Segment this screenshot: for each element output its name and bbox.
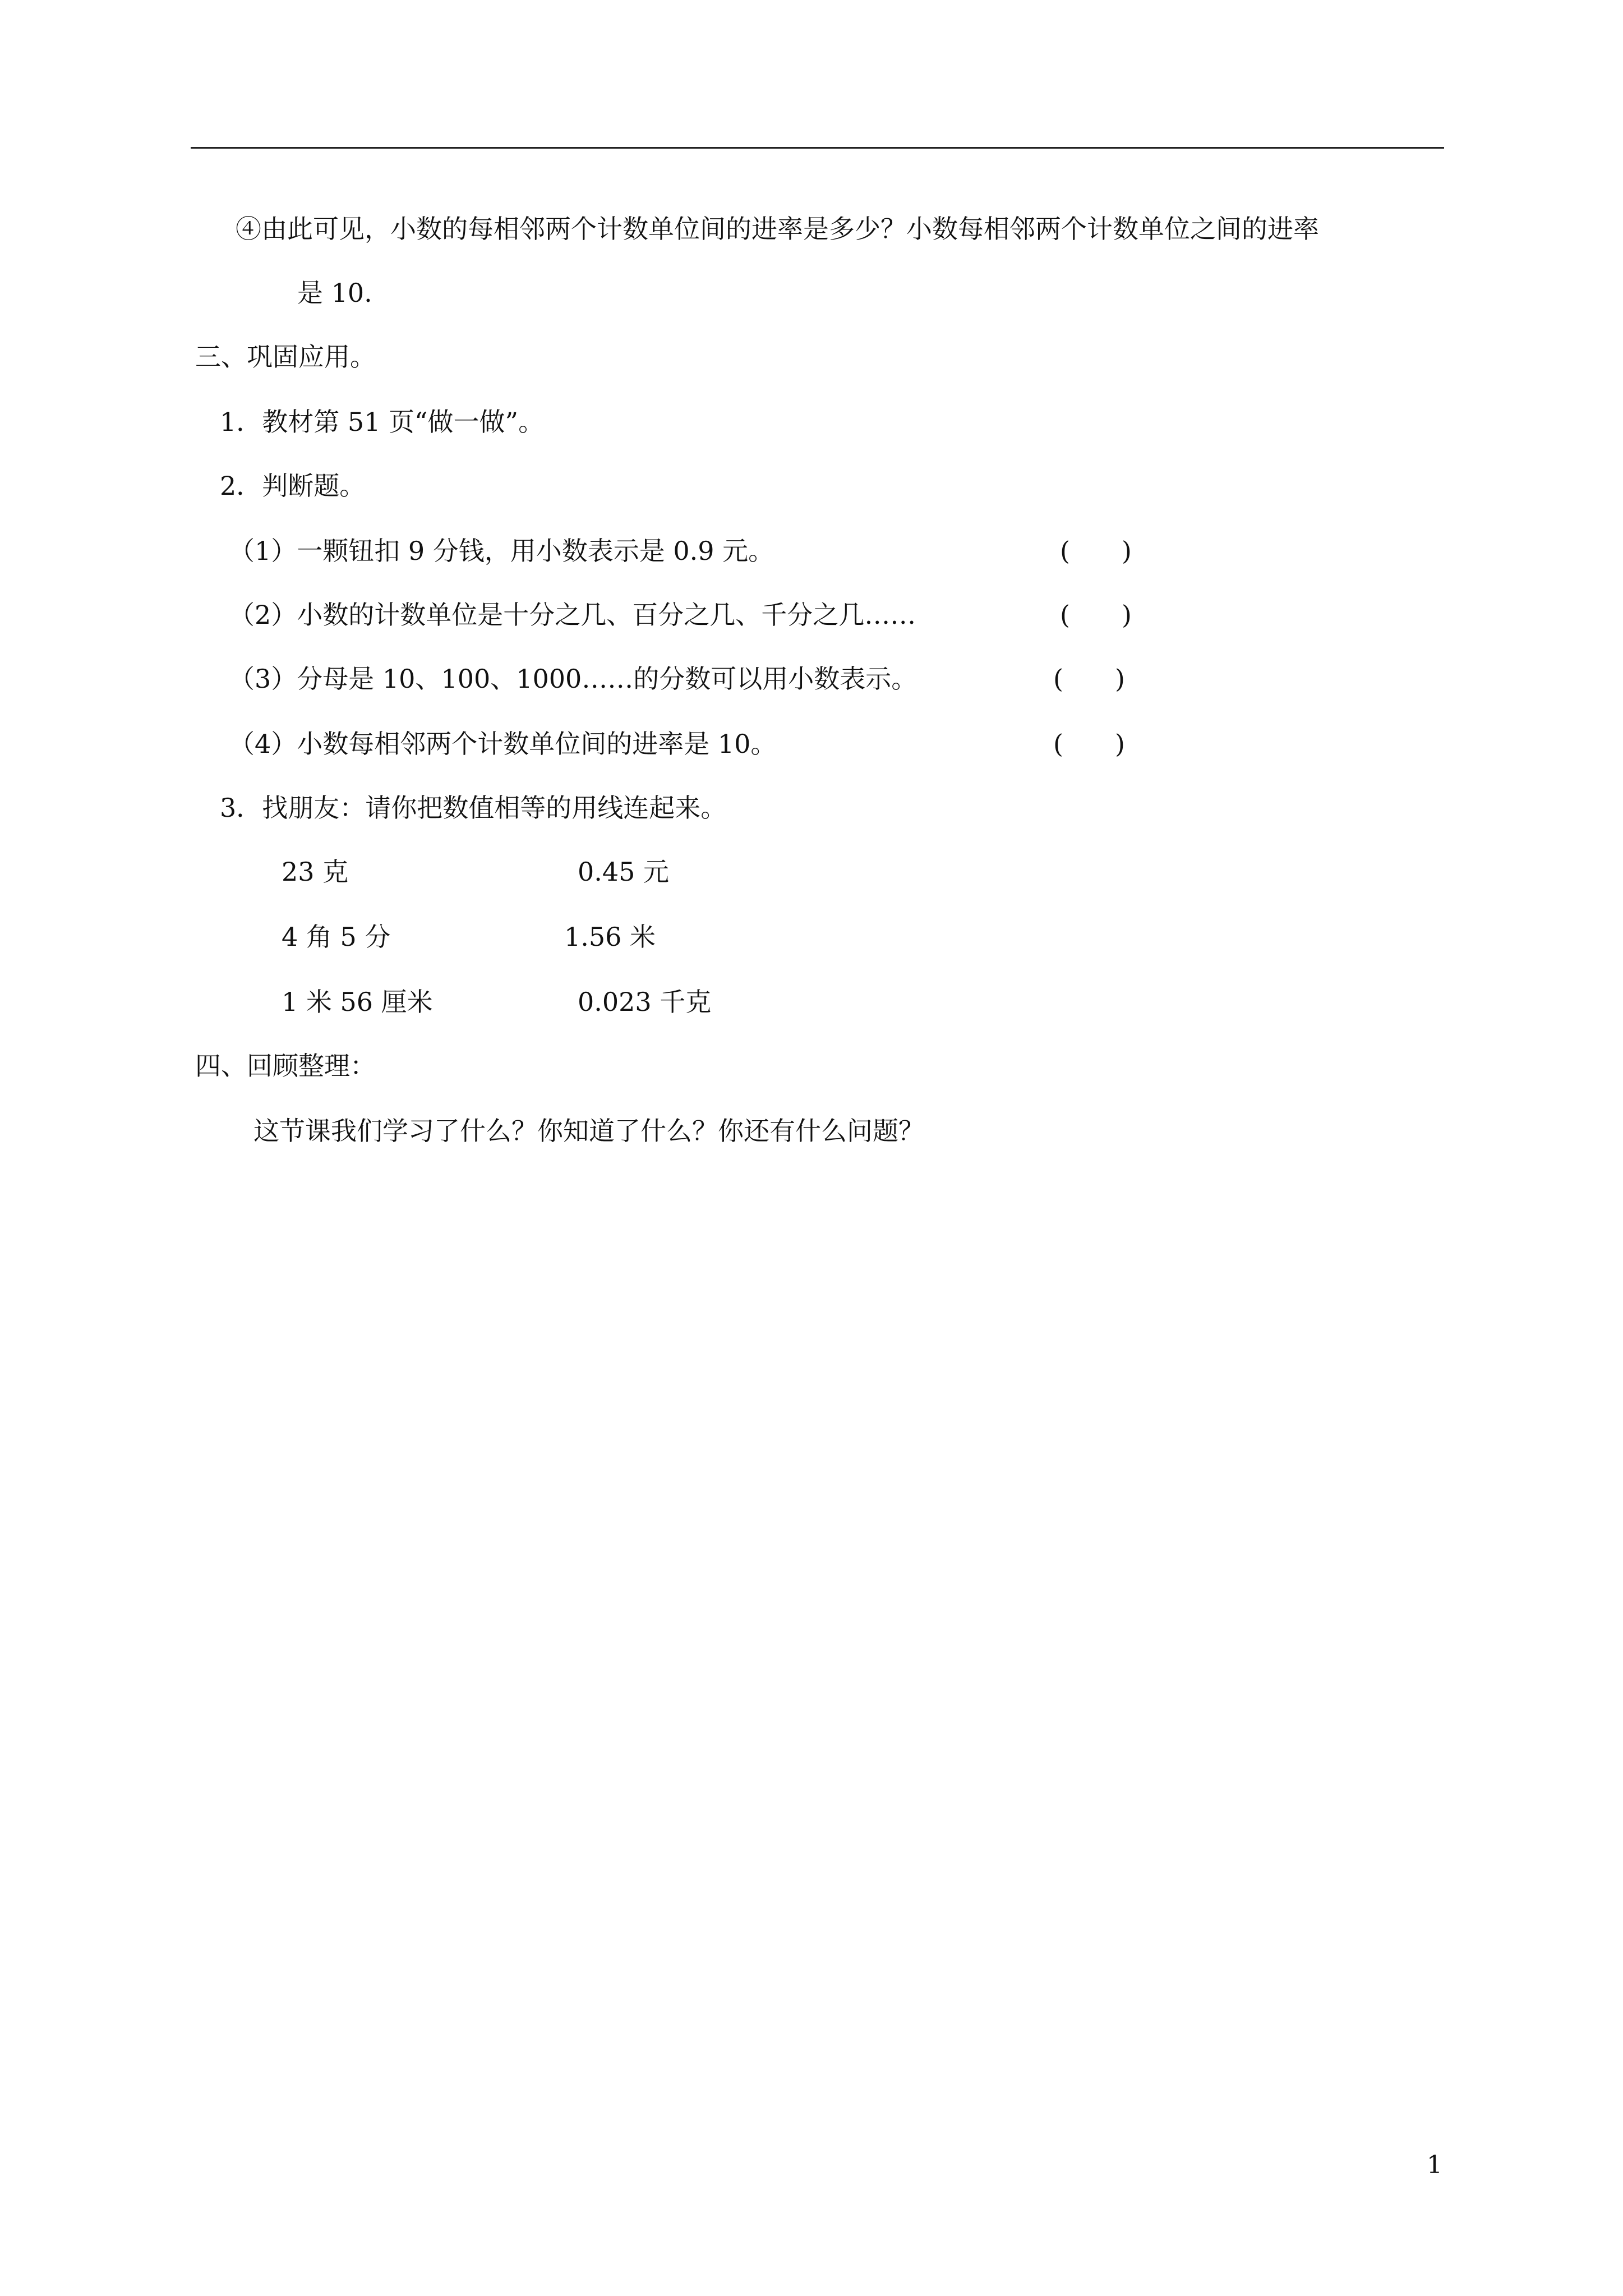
judgment-2-answer-blank: ( )	[1060, 600, 1132, 630]
page-number: 1	[1427, 2151, 1442, 2179]
item-3-match-title: 3．找朋友：请你把数值相等的用线连起来。	[220, 793, 727, 823]
section-three-heading: 三、巩固应用。	[195, 342, 376, 372]
judgment-4: （4）小数每相邻两个计数单位间的进率是 10。	[229, 729, 777, 759]
judgment-1-answer-blank: ( )	[1060, 536, 1132, 566]
conclusion-line-1: ④由此可见，小数的每相邻两个计数单位间的进率是多少？小数每相邻两个计数单位之间的进率	[236, 214, 1319, 244]
section-four-text: 这节课我们学习了什么？你知道了什么？你还有什么问题？	[253, 1116, 924, 1146]
judgment-4-answer-blank: ( )	[1053, 729, 1125, 759]
match-right-3: 0.023 千克	[578, 987, 712, 1017]
match-right-1: 0.45 元	[578, 857, 670, 887]
section-four-heading: 四、回顾整理：	[195, 1051, 376, 1081]
judgment-3: （3）分母是 10、100、1000……的分数可以用小数表示。	[229, 664, 917, 694]
judgment-3-answer-blank: ( )	[1053, 664, 1125, 694]
header-rule	[191, 147, 1444, 149]
item-1-textbook: 1．教材第 51 页“做一做”。	[220, 407, 545, 437]
match-left-1: 23 克	[282, 857, 349, 887]
judgment-2: （2）小数的计数单位是十分之几、百分之几、千分之几……	[229, 600, 916, 630]
conclusion-line-2: 是 10.	[297, 278, 372, 308]
match-right-2: 1.56 米	[564, 922, 656, 952]
item-2-judgment-title: 2．判断题。	[220, 471, 366, 501]
match-left-2: 4 角 5 分	[282, 922, 391, 952]
match-left-3: 1 米 56 厘米	[282, 987, 433, 1017]
judgment-1: （1）一颗钮扣 9 分钱，用小数表示是 0.9 元。	[229, 536, 774, 566]
